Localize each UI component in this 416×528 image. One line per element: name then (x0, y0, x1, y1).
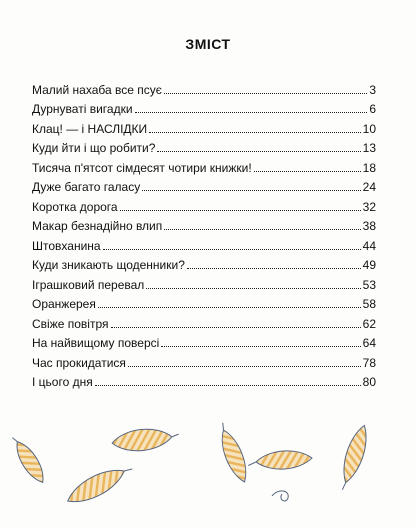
toc-entry (32, 136, 376, 156)
toc-entry-page: 80 (362, 375, 376, 389)
toc-entry (32, 233, 376, 253)
dot-leader (142, 190, 360, 191)
toc-entry-title: На найвищому поверсі (32, 336, 160, 350)
toc-entry (32, 194, 376, 214)
toc-entry-title: Дурнуваті вигадки (32, 102, 133, 116)
toc-entry-title: Свіже повітря (32, 316, 109, 331)
toc-entry-page: 49 (362, 258, 376, 272)
toc-entry-title: Малий нахаба все псує (32, 82, 162, 97)
toc-entry-title: Оранжерея (32, 297, 96, 311)
dot-leader (111, 327, 361, 328)
dot-leader (95, 385, 361, 386)
dot-leader (157, 151, 360, 152)
toc-entry-title: Тисяча п'ятсот сімдесят чотири книжки! (32, 160, 252, 175)
toc-entry-page: 44 (362, 238, 376, 253)
toc-entry (32, 155, 376, 175)
leaf-icon (247, 449, 312, 471)
toc-entry-page: 18 (362, 160, 376, 175)
table-of-contents (32, 77, 376, 389)
striped-leaves-illustration (0, 400, 416, 528)
toc-entry-title: Час прокидатися (32, 355, 126, 370)
dot-leader (161, 346, 360, 347)
toc-entry-page: 3 (369, 82, 376, 97)
dot-leader (98, 307, 361, 308)
leaf-icon (213, 420, 252, 485)
toc-entry-page: 10 (362, 121, 376, 136)
toc-entry-title: Коротка дорога (32, 199, 118, 214)
dot-leader (135, 112, 368, 113)
dot-leader (164, 229, 360, 230)
toc-entry-page: 78 (362, 355, 376, 370)
dot-leader (164, 93, 367, 94)
toc-entry-title: Дуже багато галасу (32, 180, 141, 194)
toc-entry-title: Макар безнадійно влип (32, 219, 163, 233)
toc-entry (32, 97, 376, 117)
toc-entry (32, 272, 376, 292)
dot-leader (103, 249, 361, 250)
dot-leader (149, 132, 360, 133)
toc-entry-title: Куди йти і що робити? (32, 141, 156, 155)
toc-entry-title: І цього дня (32, 375, 93, 389)
leaf-icon (63, 459, 136, 510)
toc-entry-page: 38 (362, 219, 376, 233)
toc-entry-page: 64 (362, 336, 376, 350)
toc-entry (32, 214, 376, 234)
toc-entry (32, 370, 376, 390)
toc-entry-title: Штовханина (32, 238, 101, 253)
doodle-swirl (272, 491, 288, 501)
page-title: ЗМІСТ (185, 36, 231, 52)
toc-entry-page: 24 (362, 180, 376, 194)
dot-leader (254, 171, 361, 172)
toc-entry (32, 292, 376, 312)
toc-entry-title: Клац! — і НАСЛІДКИ (32, 121, 148, 136)
leaf-icon (335, 423, 372, 493)
dot-leader (146, 288, 360, 289)
toc-entry (32, 253, 376, 273)
toc-entry-page: 32 (362, 199, 376, 214)
toc-entry-title: Іграшковий перевал (32, 277, 145, 292)
toc-entry-page: 58 (362, 297, 376, 311)
toc-entry-title: Куди зникають щоденники? (32, 258, 185, 272)
toc-entry-page: 62 (362, 316, 376, 331)
dot-leader (120, 210, 361, 211)
dot-leader (187, 268, 361, 269)
toc-entry-page: 53 (362, 277, 376, 292)
toc-entry (32, 175, 376, 195)
toc-entry (32, 116, 376, 136)
toc-entry (32, 331, 376, 351)
leaf-icon (8, 433, 49, 487)
toc-entry-page: 13 (362, 141, 376, 155)
toc-entry (32, 77, 376, 97)
leaf-icon (111, 426, 180, 454)
dot-leader (128, 366, 361, 367)
toc-entry-page: 6 (369, 102, 376, 116)
toc-entry (32, 311, 376, 331)
toc-entry (32, 350, 376, 370)
